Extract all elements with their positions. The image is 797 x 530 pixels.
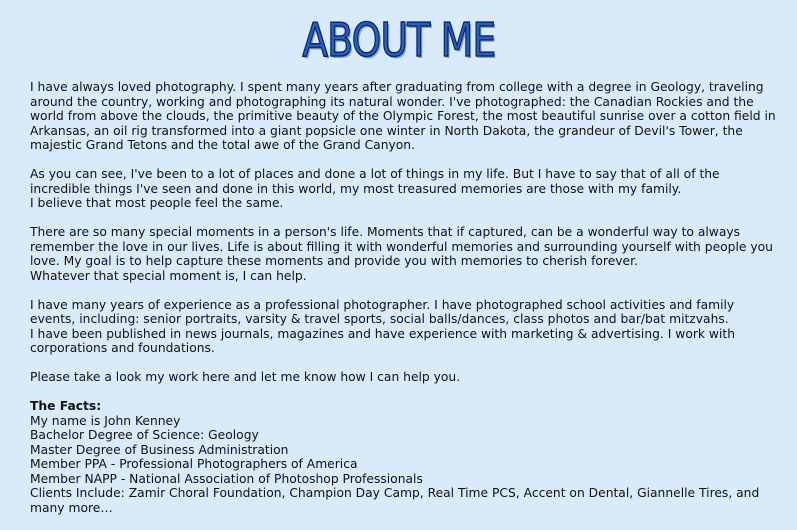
fact-item: Member PPA - Professional Photographers of America xyxy=(30,457,358,471)
moments-closing-text: Whatever that special moment is, I can help. xyxy=(30,268,307,283)
moments-paragraph xyxy=(30,225,780,283)
fact-item: Master Degree of Business Administration xyxy=(30,442,289,457)
page-title: ABOUT ME xyxy=(301,13,496,67)
places-paragraph xyxy=(30,167,780,211)
intro-text: I have always loved photography. I spent many years after graduating from college with a degree in Geology, traveling around the country, working and photographing its natural wonder. I've photographed: the Canadian Rockies and the world from above the clouds, the primitive beauty of the Olympic Forest, the most beautiful sunrise over a cotton field in Arkansas, an oil rig transformed into a giant popsicle one winter in North Dakota, the grandeur of Devil's Tower, the majestic Grand Tetons and the total awe of the Grand Canyon. xyxy=(30,80,776,152)
title-banner xyxy=(0,12,797,68)
fact-item: Bachelor Degree of Science: Geology xyxy=(30,428,259,442)
about-content xyxy=(30,80,780,515)
moments-text: There are so many special moments in a person's life. Moments that if captured, can be a wonderful way to always remember the love in our lives. Life is about filling it with wonderful memories and surrounding yourself with people you love. My goal is to help capture these moments and provide you with memories to cherish forever. xyxy=(30,225,773,268)
fact-item: My name is John Kenney xyxy=(30,413,181,428)
fact-item: Clients Include: Zamir Choral Foundation, Champion Day Camp, Real Time PCS, Accent on Dental, Giannelle Tires, and many more… xyxy=(30,486,760,515)
published-text: I have been published in news journals, magazines and have experience with marketing & advertising. I work with corporations and foundations. xyxy=(30,326,736,355)
call-to-action-text: Please take a look my work here and let me know how I can help you. xyxy=(30,370,461,384)
experience-paragraph xyxy=(30,298,780,356)
places-text: As you can see, I've been to a lot of places and done a lot of things in my life. But I have to say that of all of the incredible things I've seen and done in this world, my most treasured memories are those with my family. xyxy=(30,167,720,196)
facts-heading: The Facts: xyxy=(30,399,102,413)
intro-paragraph xyxy=(30,80,780,153)
experience-text: I have many years of experience as a professional photographer. I have photographed school activities and family events, including: senior portraits, varsity & travel sports, social balls/dances, class photos and bar/bat mitzvahs. xyxy=(30,297,735,326)
fact-item: Member NAPP - National Association of Photoshop Professionals xyxy=(30,471,423,486)
call-to-action-paragraph xyxy=(30,370,780,385)
places-closing-text: I believe that most people feel the same. xyxy=(30,196,284,210)
facts-section xyxy=(30,399,780,515)
